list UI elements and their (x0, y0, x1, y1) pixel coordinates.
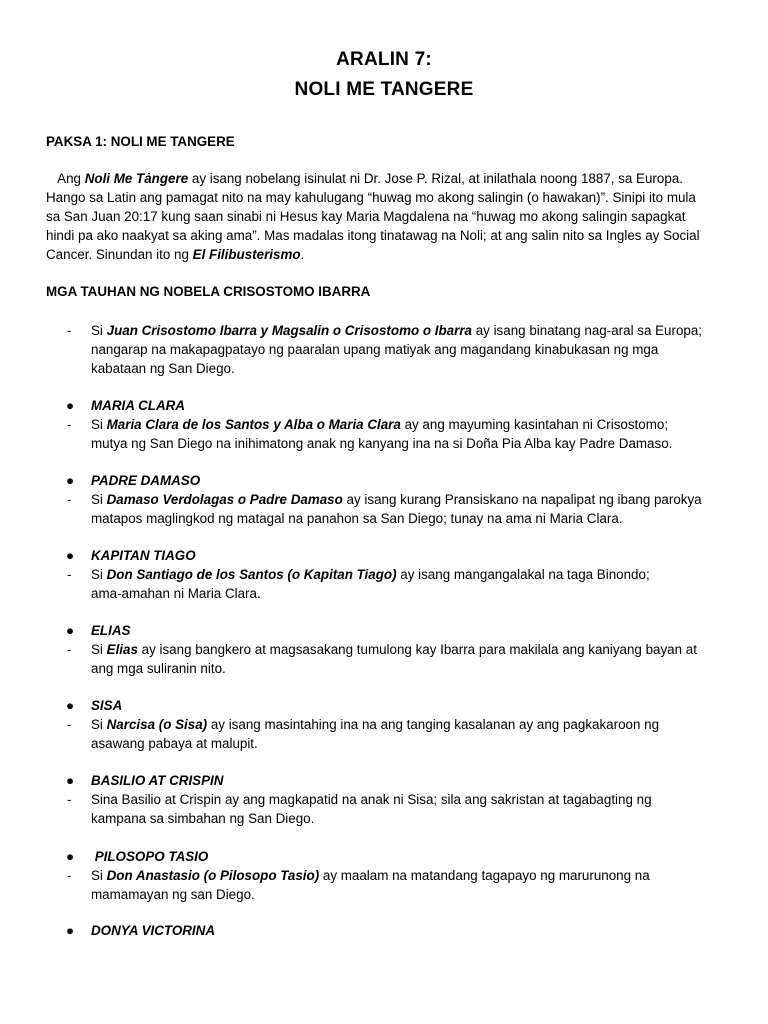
bullet-marker: ● (66, 398, 75, 413)
character-fullname: Don Santiago de los Santos (o Kapitan Tiago) (106, 567, 397, 582)
intro-line-5 (46, 245, 726, 264)
character-name: BASILIO AT CRISPIN (91, 773, 224, 788)
description-line (91, 321, 702, 340)
section-heading-tauhan: MGA TAUHAN NG NOBELA CRISOSTOMO IBARRA (46, 284, 371, 299)
intro-text: Cancer. Sinundan ito ng (46, 247, 193, 262)
bullet-marker: ● (66, 923, 75, 938)
character-name: PADRE DAMASO (91, 473, 201, 488)
text: ay maalam na matandang tagapayo ng marurunong na (319, 868, 650, 883)
description-line: matapos maglingkod ng matagal na panahon sa San Diego; tunay na ama ni Maria Clara. (91, 511, 623, 526)
text: Si (91, 868, 107, 883)
text: ay isang mangangalakal na taga Binondo; (396, 567, 650, 582)
character-fullname: Narcisa (o Sisa) (106, 717, 208, 732)
dash-marker: - (67, 492, 72, 507)
character-entry-donya-victorina (0, 921, 768, 940)
dash-marker: - (67, 567, 72, 582)
description-line: nangarap na makapagpatayo ng paaralan upang matiyak ang magandang kinabukasan ng mga (91, 342, 659, 357)
description-line (91, 565, 650, 584)
bullet-marker: ● (66, 849, 75, 864)
bullet-marker: ● (66, 773, 75, 788)
description-line (91, 415, 668, 434)
description-line: asawang pabaya at malupit. (91, 736, 258, 751)
character-fullname: Don Anastasio (o Pilosopo Tasio) (106, 868, 320, 883)
text: ay isang kurang Pransiskano na napalipat ng ibang parokya (342, 492, 702, 507)
text: ay isang binatang nag-aral sa Europa; (472, 323, 703, 338)
character-entry-ibarra (0, 321, 768, 378)
character-fullname: Maria Clara de los Santos y Alba o Maria Clara (106, 417, 401, 432)
text: Si (91, 323, 107, 338)
text: ay ang mayuming kasintahan ni Crisostomo; (400, 417, 669, 432)
character-name: KAPITAN TIAGO (91, 548, 196, 563)
description-line: kampana sa simbahan ng San Diego. (91, 811, 315, 826)
bullet-marker: ● (66, 473, 75, 488)
description-line: Sina Basilio at Crispin ay ang magkapatid na anak ni Sisa; sila ang sakristan at tagabagting ng (91, 792, 652, 807)
text: Si (91, 567, 107, 582)
dash-marker: - (67, 868, 72, 883)
description-line: ang mga suliranin nito. (91, 661, 226, 676)
intro-line-2: Hango sa Latin ang pamagat nito na may kahulugang “huwag mo akong salingin (o hawakan)”. Sinipi ito mula (46, 190, 696, 205)
character-entry-sisa (0, 696, 768, 753)
description-line (91, 866, 650, 885)
intro-title-elfili: El Filibusterismo (192, 247, 301, 262)
bullet-marker: ● (66, 548, 75, 563)
character-name: SISA (91, 698, 123, 713)
text: Si (91, 642, 107, 657)
character-name: ELIAS (91, 623, 131, 638)
description-line: kabataan ng San Diego. (91, 361, 235, 376)
character-name: PILOSOPO TASIO (91, 849, 209, 864)
character-name: MARIA CLARA (91, 398, 185, 413)
description-line (91, 490, 702, 509)
character-fullname: Damaso Verdolagas o Padre Damaso (106, 492, 343, 507)
page-title-line1: ARALIN 7: (336, 49, 432, 70)
description-line (91, 640, 697, 659)
dash-marker: - (67, 792, 72, 807)
intro-text: ay isang nobelang isinulat ni Dr. Jose P. Rizal, at inilathala noong 1887, sa Europa. (188, 171, 683, 186)
description-line: mutya ng San Diego na inihimatong anak ng kanyang ina na si Doña Pia Alba kay Padre Damaso. (91, 436, 673, 451)
text: Si (91, 417, 107, 432)
character-entry-kapitan-tiago (0, 546, 768, 603)
bullet-marker: ● (66, 698, 75, 713)
dash-marker: - (67, 417, 72, 432)
character-entry-pilosopo-tasio (0, 847, 768, 904)
character-entry-elias (0, 621, 768, 678)
text: ay isang bangkero at magsasakang tumulong kay Ibarra para makilala ang kaniyang bayan at (137, 642, 697, 657)
intro-paragraph (46, 169, 726, 264)
character-fullname: Juan Crisostomo Ibarra y Magsalin o Crisostomo o Ibarra (106, 323, 472, 338)
section-heading-paksa: PAKSA 1: NOLI ME TANGERE (46, 134, 235, 149)
dash-marker: - (67, 642, 72, 657)
description-line (91, 715, 659, 734)
text: Si (91, 492, 107, 507)
text: Si (91, 717, 107, 732)
dash-marker: - (67, 323, 72, 338)
description-line: mamamayan ng san Diego. (91, 887, 255, 902)
text: ay isang masintahing ina na ang tanging kasalanan ay ang pagkakaroon ng (207, 717, 660, 732)
intro-text: . (300, 247, 305, 262)
character-name: DONYA VICTORINA (91, 923, 215, 938)
character-entry-basilio-crispin (0, 771, 768, 828)
intro-line-4: hindi pa ako naakyat sa aking ama”. Mas madalas itong tinatawag na Noli; at ang salin nito sa Ingles ay Social (46, 228, 700, 243)
intro-line-3: sa San Juan 20:17 kung saan sinabi ni Hesus kay Maria Magdalena na “huwag mo akong salingin sapagkat (46, 209, 686, 224)
character-entry-padre-damaso (0, 471, 768, 528)
intro-title-noli: Noli Me Tȧngere (84, 171, 189, 186)
description-line: ama-amahan ni Maria Clara. (91, 586, 261, 601)
page-title-line2: NOLI ME TANGERE (294, 79, 474, 100)
intro-text: Ang (57, 171, 85, 186)
bullet-marker: ● (66, 623, 75, 638)
character-fullname: Elias (106, 642, 138, 657)
intro-line-1 (46, 169, 726, 188)
dash-marker: - (67, 717, 72, 732)
character-entry-maria-clara (0, 396, 768, 453)
